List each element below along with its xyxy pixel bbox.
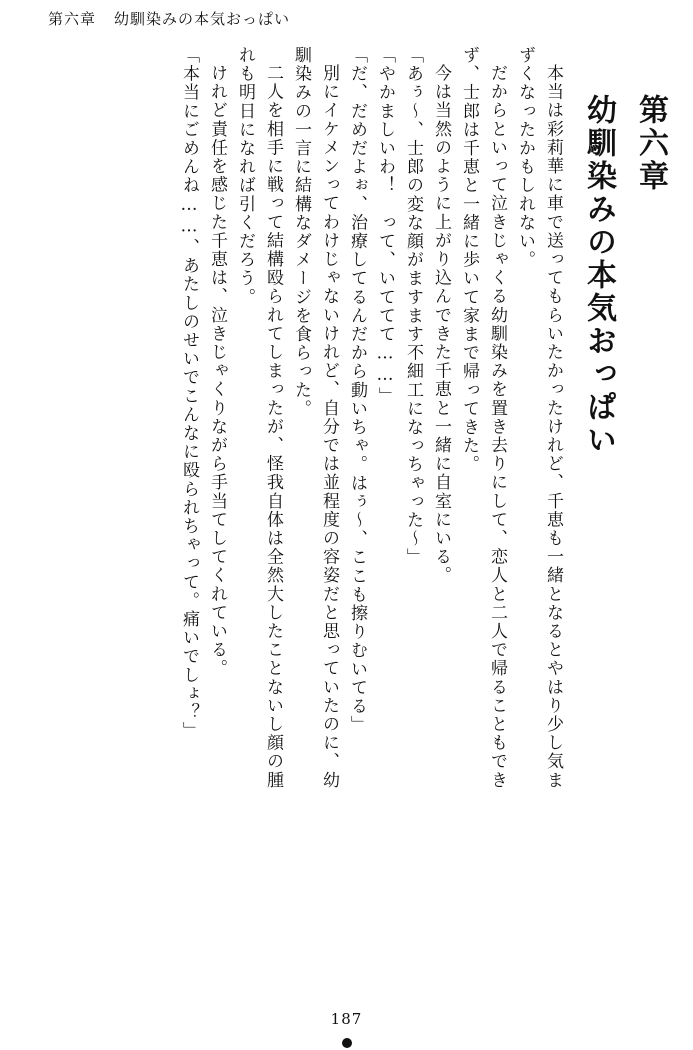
body-line: けれど責任を感じた千恵は、泣きじゃくりながら手当てしてくれている。	[207, 64, 227, 678]
body-line: ずくなったかもしれない。	[515, 46, 535, 270]
chapter-heading-number: 第六章	[633, 94, 668, 193]
body-line: だからといって泣きじゃくる幼馴染みを置き去りにして、恋人と二人で帰ることもでき	[487, 64, 507, 790]
running-head-title: 幼馴染みの本気おっぱい	[114, 10, 291, 28]
body-line: れも明日になれば引くだろう。	[235, 46, 255, 307]
body-line: 「だ、だめだよぉ、治療してるんだから動いちゃ。はぅ～、ここも擦りむいてる」	[347, 46, 367, 735]
spine-dot-icon	[342, 1038, 352, 1048]
body-line: 「やかましいわ！ って、いててて……」	[375, 46, 395, 406]
body-line: ず、士郎は千恵と一緒に歩いて家まで帰ってきた。	[459, 46, 479, 474]
chapter-heading-title: 幼馴染みの本気おっぱい	[581, 94, 616, 457]
body-line: 「本当にごめんね……、あたしのせいでこんなに殴られちゃって。痛いでしょ？」	[179, 46, 199, 741]
body-line: 「あぅ～、士郎の変な顔がますます不細工になっちゃった～」	[403, 46, 423, 567]
page-number: 187	[330, 1010, 363, 1028]
running-head-chapter: 第六章	[48, 10, 97, 28]
vertical-text-body	[30, 46, 668, 991]
body-line: 二人を相手に戦って結構殴られてしまったが、怪我自体は全然大したことないし顔の腫	[263, 64, 283, 790]
running-head	[48, 8, 290, 29]
body-line: 本当は彩莉華に車で送ってもらいたかったけれど、千恵も一緒となるとやはり少し気ま	[543, 64, 563, 790]
body-line: 今は当然のように上がり込んできた千恵と一緒に自室にいる。	[431, 64, 451, 585]
body-line: 馴染みの一言に結構なダメージを食らった。	[291, 46, 311, 418]
body-line: 別にイケメンってわけじゃないけれど、自分では並程度の容姿だと思っていたのに、幼	[319, 64, 339, 790]
